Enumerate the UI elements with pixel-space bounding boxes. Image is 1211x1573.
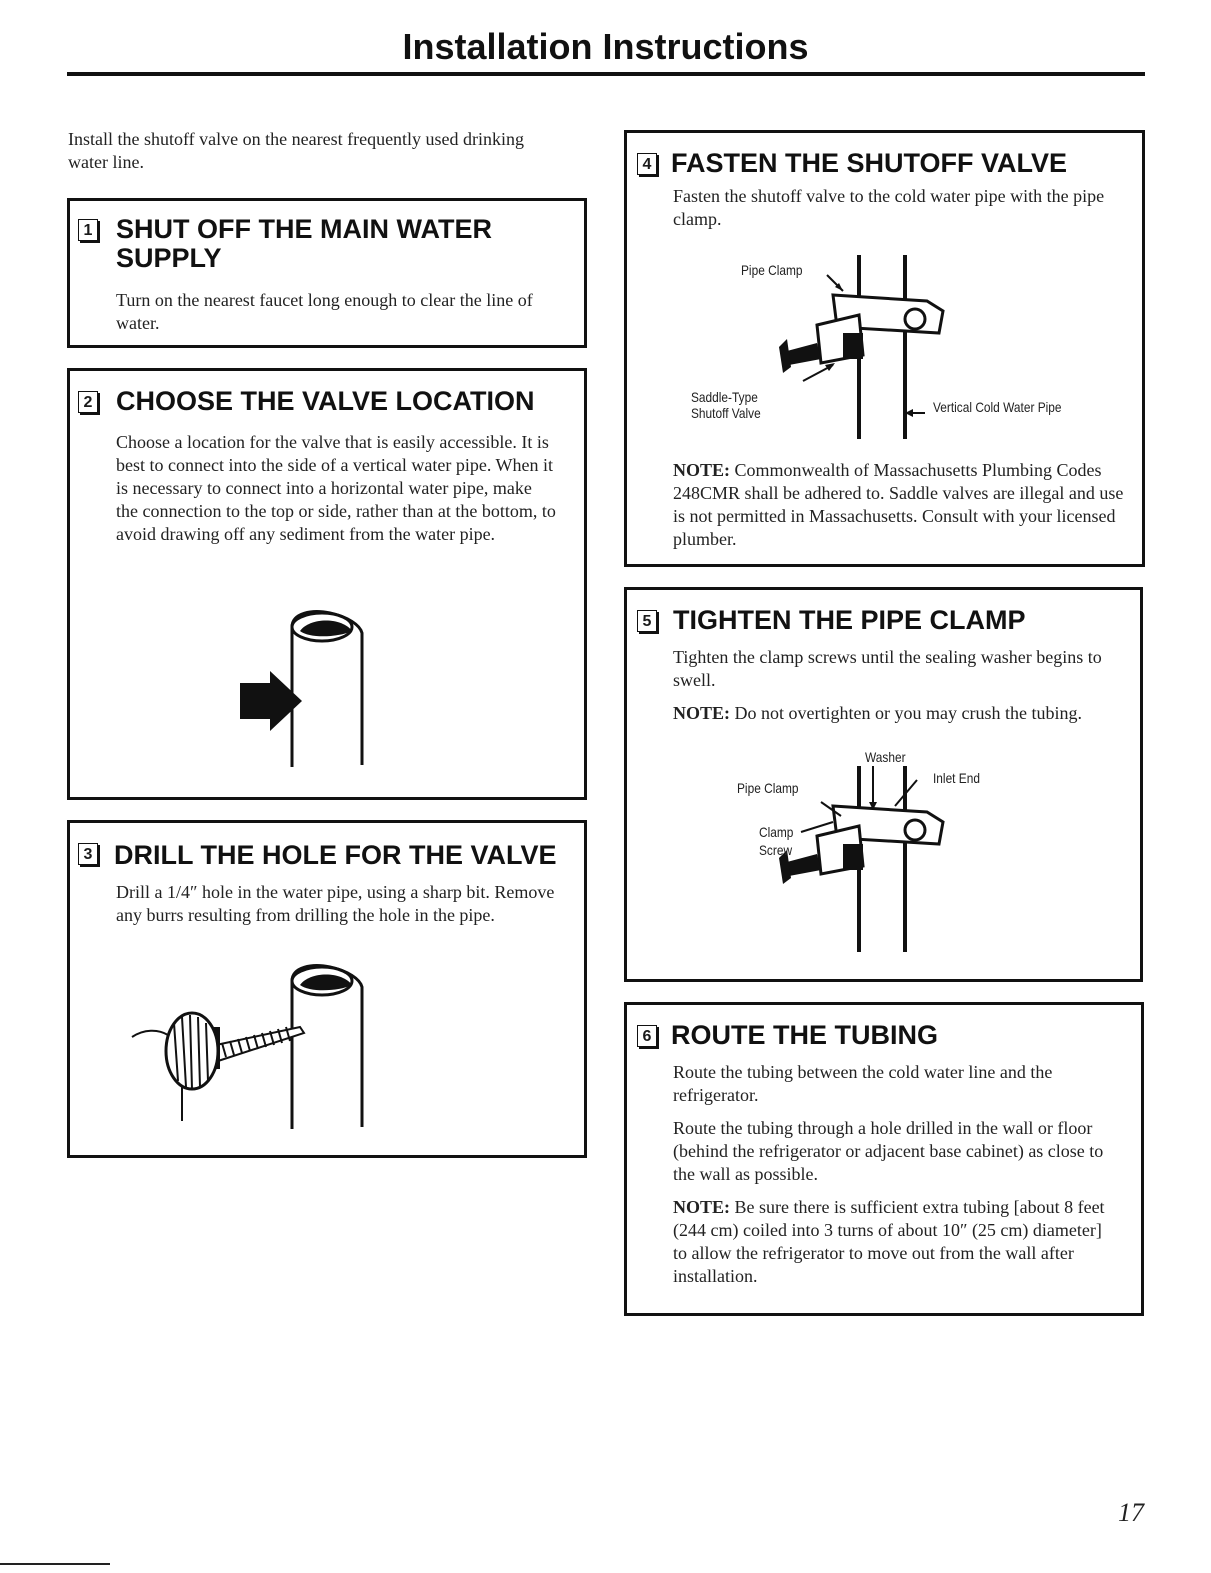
step-5-title: TIGHTEN THE PIPE CLAMP: [673, 605, 1026, 635]
step-6-note: [673, 1196, 1113, 1288]
step-1-number: 1: [78, 219, 98, 241]
step-1-box: [67, 198, 587, 348]
pipe-clamp-illustration: [777, 766, 967, 956]
note-label: NOTE:: [673, 460, 731, 480]
step-2-box: [67, 368, 587, 800]
note-text: Do not overtighten or you may crush the tubing.: [734, 703, 1082, 723]
step-6-paragraph-1: Route the tubing between the cold water line and the refrigerator.: [673, 1062, 1053, 1105]
step-6-box: [624, 1002, 1144, 1316]
bottom-divider: [0, 1563, 110, 1565]
note-text: Commonwealth of Massachusetts Plumbing Codes 248CMR shall be adhered to. Saddle valves are illegal and use is not permitted in Massachusetts. Consult with your licensed plumber.: [673, 460, 1124, 549]
step-5-box: [624, 587, 1143, 982]
pipe-clamp-label: Pipe Clamp: [737, 780, 799, 796]
step-3-title: DRILL THE HOLE FOR THE VALVE: [114, 840, 557, 870]
step-5-text: Tighten the clamp screws until the sealing washer begins to swell.: [673, 647, 1102, 690]
step-1-title: SHUT OFF THE MAIN WATER SUPPLY: [116, 214, 492, 273]
note-label: NOTE:: [673, 703, 731, 723]
step-4-text: Fasten the shutoff valve to the cold water pipe with the pipe clamp.: [673, 186, 1105, 229]
step-3-box: [67, 820, 587, 1158]
note-label: NOTE:: [673, 1197, 731, 1217]
screw-label: Screw: [759, 842, 793, 858]
step-6-title: ROUTE THE TUBING: [671, 1020, 938, 1050]
intro-text: Install the shutoff valve on the nearest frequently used drinking water line.: [68, 129, 525, 172]
pipe-clamp-label: Pipe Clamp: [741, 262, 803, 278]
step-5-note: [673, 702, 1113, 725]
step-6-paragraph-2: Route the tubing through a hole drilled in the wall or floor (behind the refrigerator or adjacent base cabinet) as close to the wall as possible.: [673, 1118, 1104, 1184]
saddle-valve-illustration: [777, 255, 977, 445]
step-5-number: 5: [637, 610, 657, 632]
page-title: Installation Instructions: [402, 26, 809, 67]
step-3-text: Drill a 1/4″ hole in the water pipe, using a sharp bit. Remove any burrs resulting from drilling the hole in the pipe.: [116, 882, 555, 925]
clamp-label: Clamp: [759, 824, 794, 840]
saddle-type-label: Saddle-Type: [691, 389, 758, 405]
step-2-text: Choose a location for the valve that is easily accessible. It is best to connect into the side of a vertical water pipe. When it is necessary to connect into a horizontal water pipe, make the connection to the top or side, rather than at the bottom, to avoid drawing off any sediment from the water pipe.: [116, 432, 556, 544]
step-2-number: 2: [78, 391, 98, 413]
step-4-box: [624, 130, 1145, 567]
note-text: Be sure there is sufficient extra tubing [about 8 feet (244 cm) coiled into 3 turns of about 10″ (25 cm) diameter] to allow the refrigerator to move out from the wall after installation.: [673, 1197, 1105, 1286]
step-6-text: [673, 1061, 1113, 1298]
title-rule: [67, 72, 1145, 76]
step-4-note: [673, 459, 1133, 551]
step-4-title: FASTEN THE SHUTOFF VALVE: [671, 148, 1068, 178]
vertical-pipe-arrow-illustration: [230, 607, 390, 777]
vertical-pipe-label: Vertical Cold Water Pipe: [933, 399, 1062, 415]
inlet-end-label: Inlet End: [933, 770, 980, 786]
shutoff-valve-label: Shutoff Valve: [691, 405, 761, 421]
step-3-number: 3: [78, 843, 98, 865]
page-number: 17: [1118, 1498, 1144, 1527]
step-4-number: 4: [637, 153, 657, 175]
drill-illustration: [130, 961, 390, 1141]
step-2-title: CHOOSE THE VALVE LOCATION: [116, 386, 535, 416]
step-6-number: 6: [637, 1025, 657, 1047]
step-1-text: Turn on the nearest faucet long enough to clear the line of water.: [116, 290, 533, 333]
washer-label: Washer: [865, 749, 906, 765]
